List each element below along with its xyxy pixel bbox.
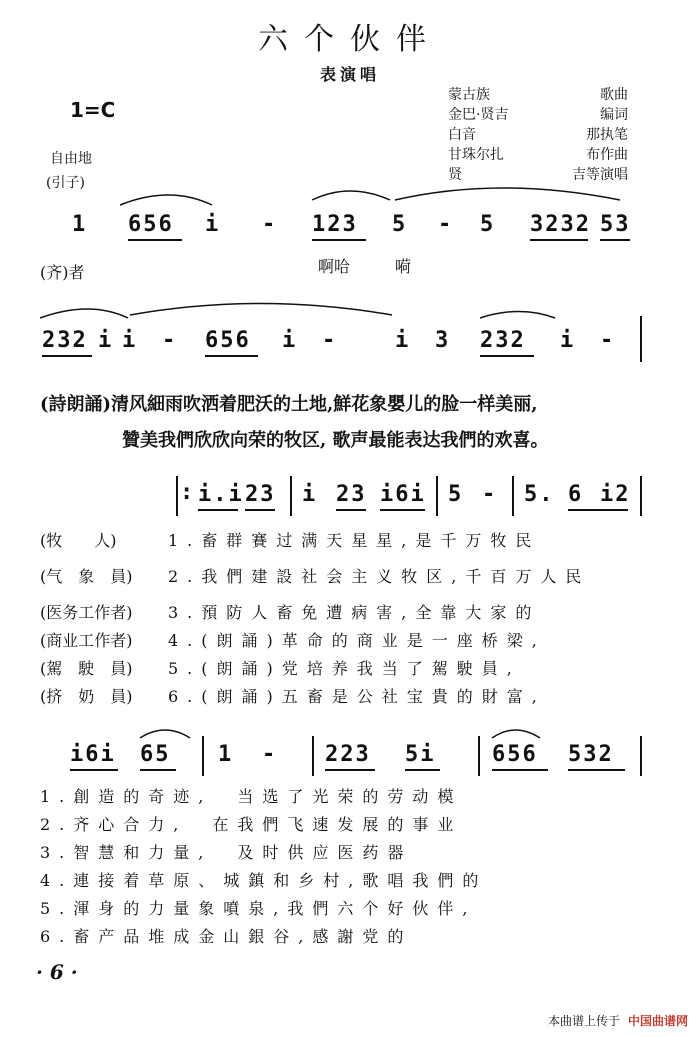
slur-arc <box>480 312 555 319</box>
credit-row: 甘珠尔扎 布作曲 <box>448 147 628 163</box>
verse-line: (气 象 員) 2.我們建設社会主义牧区,千百万人民 <box>40 567 591 586</box>
verse-line: 5.渾身的力量象噴泉,我們六个好伙伴, <box>40 899 477 918</box>
note: 5 <box>392 212 408 237</box>
note: 656 <box>128 212 174 237</box>
note: i6i <box>380 482 426 507</box>
verse-line: (駕 駛 員) 5.(朗誦)党培养我当了駕駛員, <box>40 659 521 678</box>
note: 223 <box>325 742 371 767</box>
verse-line: 1.創造的奇迹, 当选了光荣的劳动模 <box>40 787 463 806</box>
note: i <box>560 328 576 353</box>
verse-line: (医务工作者) 3.預防人畜免遭病害,全靠大家的 <box>40 603 541 622</box>
note: 3 <box>435 328 451 353</box>
credit-row: 白音 那执笔 <box>448 127 628 143</box>
note: i <box>205 212 221 237</box>
note: 5. <box>524 482 555 507</box>
note: 232 <box>480 328 526 353</box>
note: 6 <box>568 482 584 507</box>
page-title: 六个伙伴 <box>258 22 442 57</box>
note: 23 <box>245 482 276 507</box>
note: i <box>122 328 138 353</box>
footer-text: 本曲谱上传于 <box>547 1014 620 1028</box>
footer-brand[interactable]: 中国曲谱网 <box>627 1014 688 1028</box>
tempo-marking: 自由地 <box>50 151 92 167</box>
slur-arc <box>492 730 540 738</box>
credit-row: 贤 吉等演唱 <box>448 167 628 183</box>
note: i.i <box>198 482 244 507</box>
note: 5i <box>405 742 436 767</box>
slur-arc <box>395 188 620 200</box>
verse-line: 6.畜产品堆成金山銀谷,感謝党的 <box>40 927 413 946</box>
verse-line: (商业工作者) 4.(朗誦)革命的商业是一座桥梁, <box>40 631 546 650</box>
recitation-line: (詩朗誦)清风細雨吹洒着肥沃的土地,鮮花象嬰儿的脸一样美丽, <box>40 394 538 415</box>
verse-line: 2.齐心合力, 在我們飞速发展的事业 <box>40 815 463 834</box>
recitation-line: 贊美我們欣欣向荣的牧区, 歌声最能表达我們的欢喜。 <box>122 430 549 451</box>
note: 1 <box>218 742 234 767</box>
slur-arc <box>312 191 390 200</box>
note: i <box>395 328 411 353</box>
verse-line: 4.連接着草原、城鎮和乡村,歌唱我們的 <box>40 871 488 890</box>
verse-line: (牧 人) 1.畜群賽过满天星星,是千万牧民 <box>40 531 541 550</box>
note: - <box>600 328 616 353</box>
note: - <box>322 328 338 353</box>
intro-label: (引子) <box>46 175 85 191</box>
slur-arc <box>40 309 128 318</box>
repeat-sign: : <box>180 480 196 505</box>
note: 23 <box>336 482 367 507</box>
note: 123 <box>312 212 358 237</box>
slur-arc <box>140 730 190 738</box>
key-signature: 1=C <box>70 98 116 122</box>
note: 53 <box>600 212 631 237</box>
footer <box>548 1012 688 1029</box>
note: 1 <box>72 212 88 237</box>
note: i2 <box>600 482 631 507</box>
note: 532 <box>568 742 614 767</box>
note: 5 <box>448 482 464 507</box>
note: - <box>262 742 278 767</box>
slur-arc <box>120 195 212 205</box>
verse-line: 3.智慧和力量, 及时供应医药器 <box>40 843 413 862</box>
note: 5 <box>480 212 496 237</box>
lyric: 啊哈 <box>318 257 351 276</box>
note: i6i <box>70 742 116 767</box>
note: i <box>282 328 298 353</box>
note: - <box>482 482 498 507</box>
note: 656 <box>205 328 251 353</box>
note: 3232 <box>530 212 591 237</box>
note: 65 <box>140 742 171 767</box>
credit-row: 蒙古族 歌曲 <box>448 87 628 103</box>
page-number: · 6 · <box>36 960 78 984</box>
lyric: (齐)者 <box>40 263 85 282</box>
note: - <box>162 328 178 353</box>
note: i <box>98 328 114 353</box>
slur-arc <box>130 304 392 316</box>
credit-row: 金巴·贤吉 编词 <box>448 107 628 123</box>
subtitle: 表演唱 <box>319 65 380 84</box>
verse-line: (挤 奶 員) 6.(朗誦)五畜是公社宝貴的財富, <box>40 687 546 706</box>
note: i <box>302 482 318 507</box>
lyric: 嗬 <box>395 257 412 276</box>
note: 232 <box>42 328 88 353</box>
note: 656 <box>492 742 538 767</box>
note: - <box>262 212 278 237</box>
note: - <box>438 212 454 237</box>
